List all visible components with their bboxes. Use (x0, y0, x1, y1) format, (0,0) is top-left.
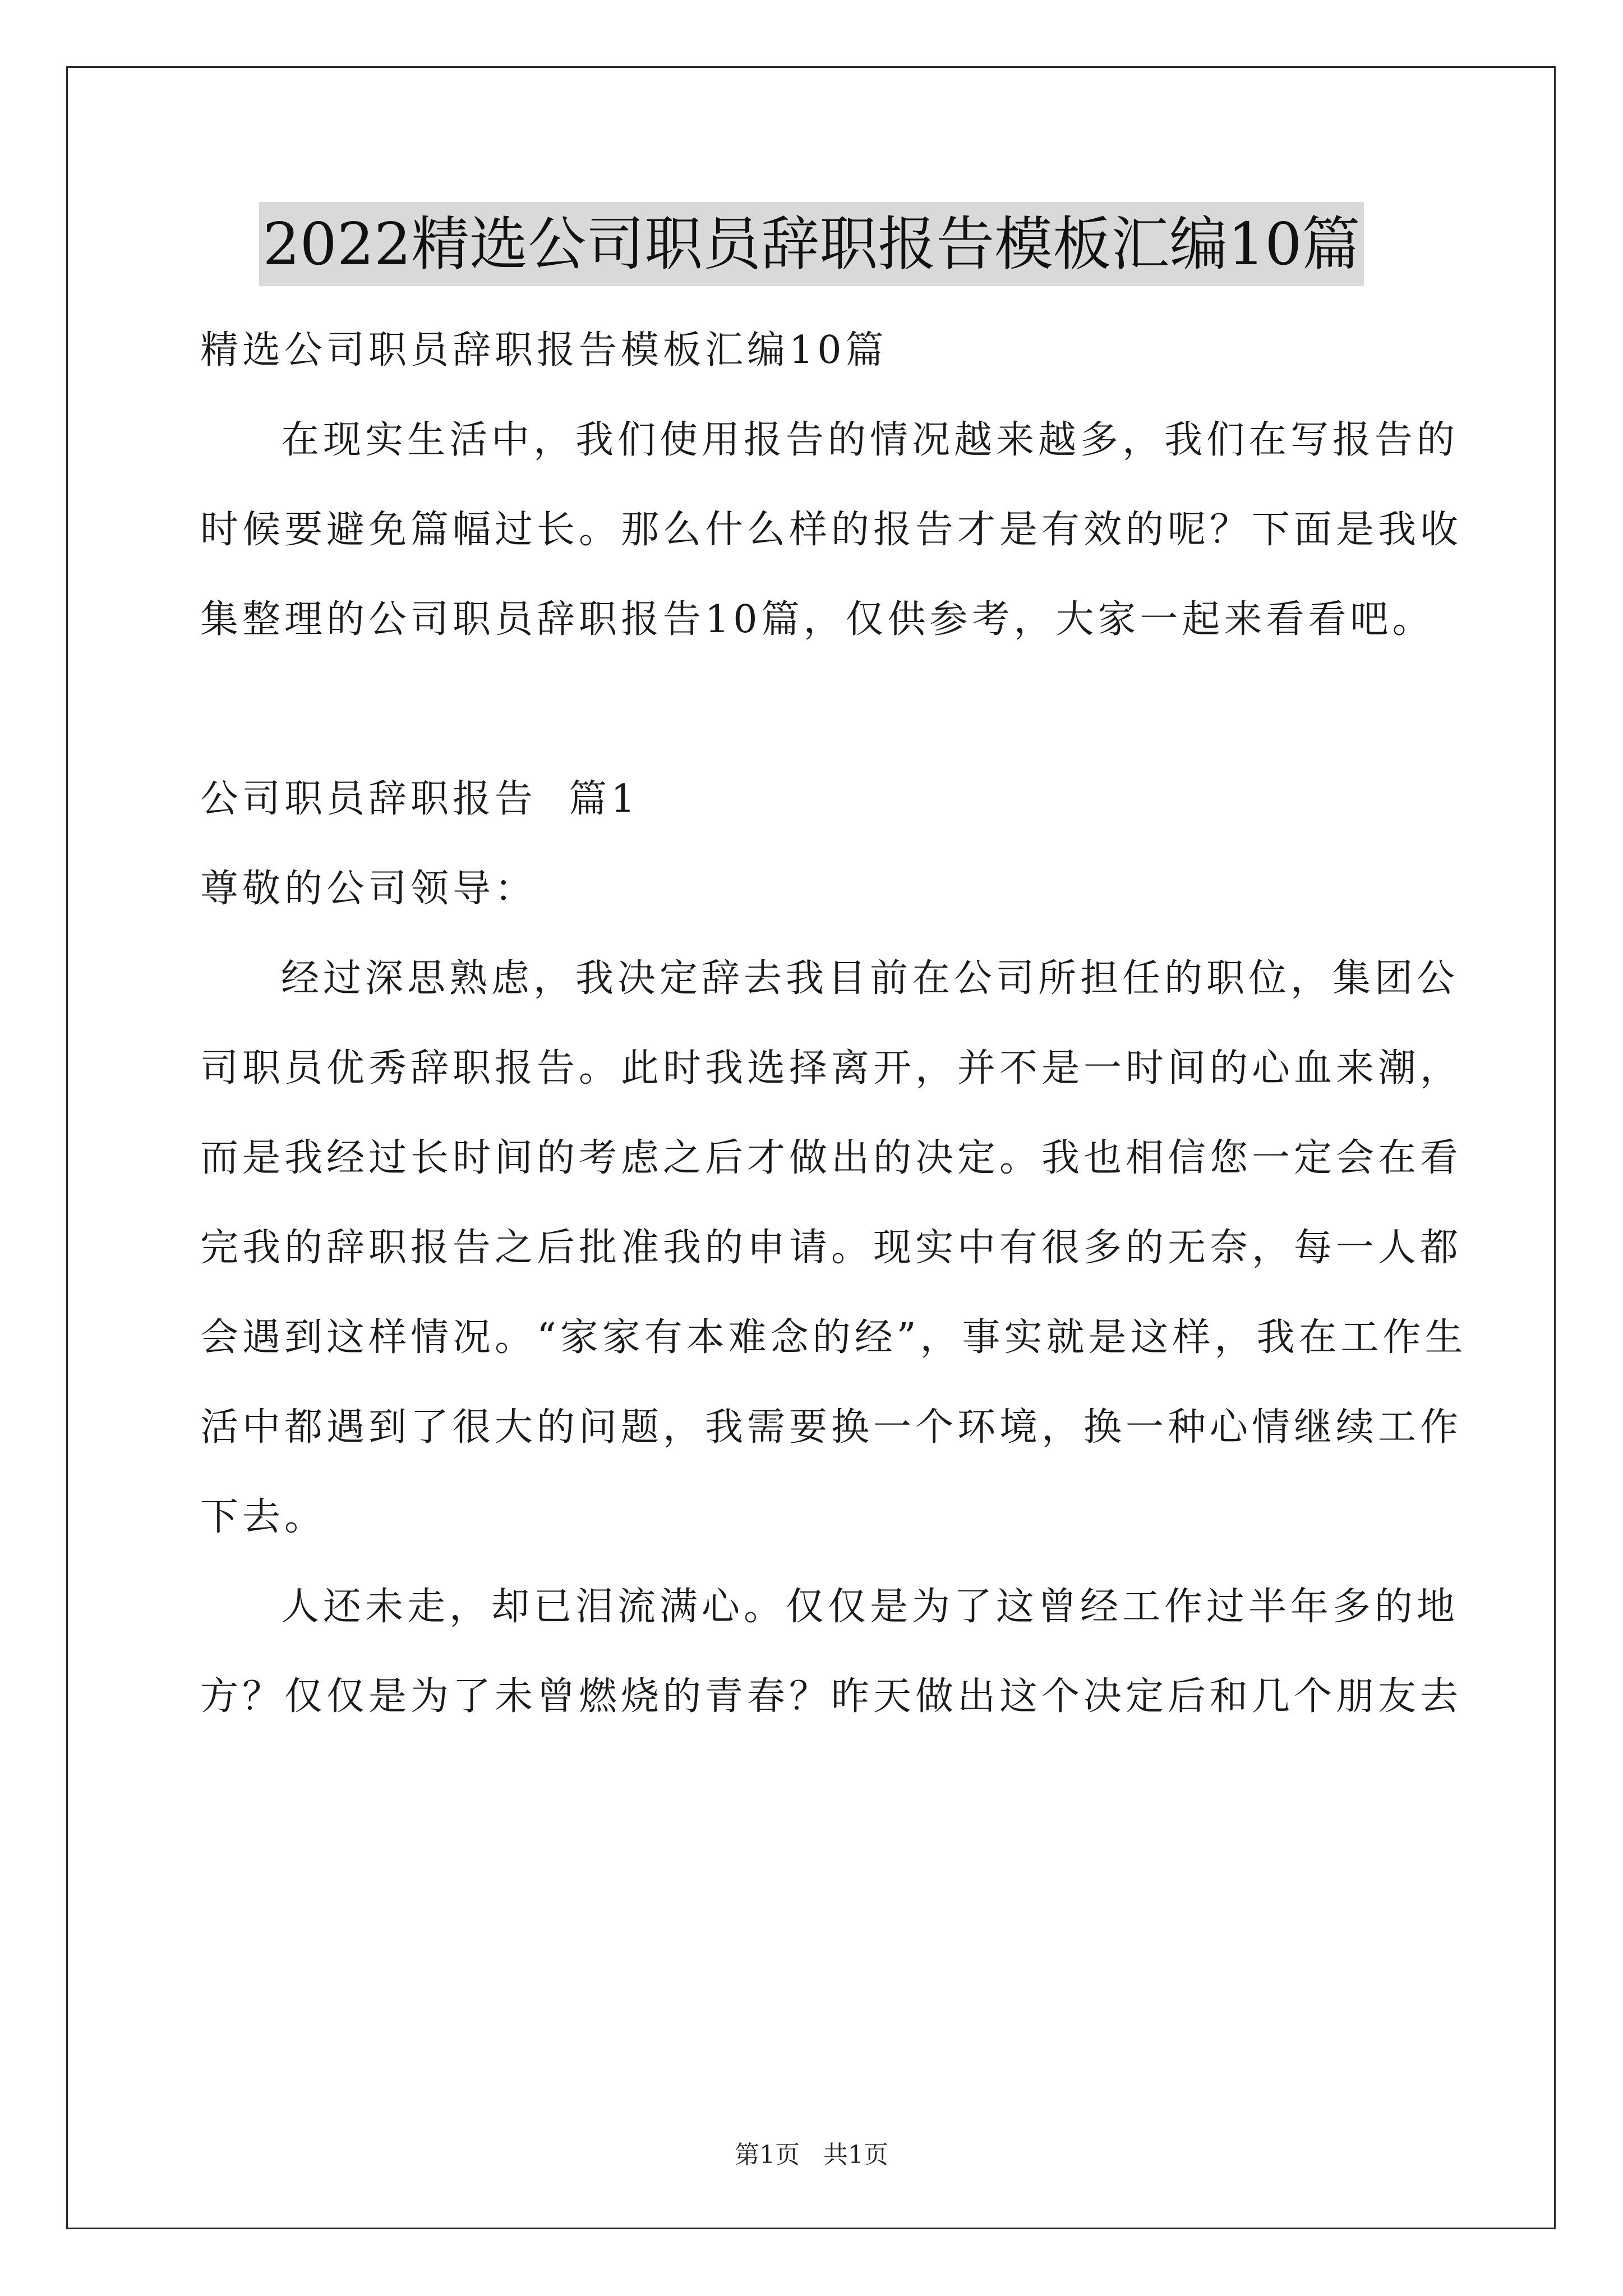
paragraph-line: 人还未走，却已泪流满心。仅仅是为了这曾经工作过半年多的地 (281, 1585, 1459, 1629)
paragraph-line: 而是我经过长时间的考虑之后才做出的决定。我也相信您一定会在看 (200, 1136, 1463, 1180)
section-heading: 公司职员辞职报告 篇1 (200, 777, 639, 821)
paragraph-line: 下去。 (200, 1495, 327, 1539)
paragraph-line: 方？仅仅是为了未曾燃烧的青春？昨天做出这个决定后和几个朋友去 (200, 1674, 1463, 1719)
document-body (200, 306, 1467, 1742)
document-subtitle: 精选公司职员辞职报告模板汇编10篇 (200, 328, 888, 372)
spacer (200, 665, 1434, 754)
intro-line: 集整理的公司职员辞职报告10篇，仅供参考，大家一起来看看吧。 (200, 597, 1435, 642)
document-title: 2022精选公司职员辞职报告模板汇编10篇 (259, 202, 1363, 286)
salutation: 尊敬的公司领导： (200, 867, 537, 911)
paragraph-line: 经过深思熟虑，我决定辞去我目前在公司所担任的职位，集团公 (281, 956, 1459, 1001)
paragraph-line: 司职员优秀辞职报告。此时我选择离开，并不是一时间的心血来潮， (200, 1046, 1463, 1091)
title-container (0, 202, 1623, 286)
paragraph-line: 会遇到这样情况。“家家有本难念的经”，事实就是这样，我在工作生 (200, 1315, 1467, 1360)
intro-line: 时候要避免篇幅过长。那么什么样的报告才是有效的呢？下面是我收 (200, 508, 1463, 552)
paragraph-line: 活中都遇到了很大的问题，我需要换一个环境，换一种心情继续工作 (200, 1405, 1463, 1450)
intro-line: 在现实生活中，我们使用报告的情况越来越多，我们在写报告的 (281, 418, 1459, 462)
page-number: 第1页 共1页 (735, 2141, 888, 2169)
paragraph-line: 完我的辞职报告之后批准我的申请。现实中有很多的无奈，每一人都 (200, 1226, 1463, 1270)
page-footer (0, 2134, 1623, 2170)
